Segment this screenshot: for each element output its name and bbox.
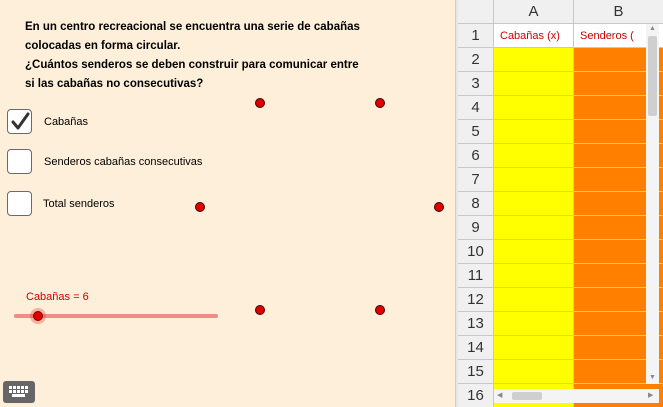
cell-a2[interactable] (494, 48, 574, 72)
row-header-8[interactable]: 8 (458, 192, 494, 216)
checkbox-total-senderos[interactable] (7, 191, 32, 216)
row-header-10[interactable]: 10 (458, 240, 494, 264)
problem-statement (25, 18, 425, 94)
scroll-down-arrow-icon[interactable]: ▼ (649, 374, 656, 381)
cell-a5[interactable] (494, 120, 574, 144)
column-header-b[interactable]: B (574, 0, 663, 24)
cabana-point-1[interactable] (255, 98, 265, 108)
checkbox-senderos-consecutivos-label: Senderos cabañas consecutivas (44, 156, 203, 168)
row-header-9[interactable]: 9 (458, 216, 494, 240)
cell-a7[interactable] (494, 168, 574, 192)
row-header-16[interactable]: 16 (458, 384, 494, 407)
check-icon (10, 112, 30, 132)
vertical-scrollbar[interactable] (646, 24, 659, 384)
row-header-13[interactable]: 13 (458, 312, 494, 336)
cell-a9[interactable] (494, 216, 574, 240)
slider-knob[interactable] (30, 308, 46, 324)
cell-a4[interactable] (494, 96, 574, 120)
scroll-up-arrow-icon[interactable]: ▲ (649, 25, 656, 32)
slider-label: Cabañas = 6 (26, 291, 89, 303)
vertical-scroll-thumb[interactable] (648, 36, 657, 116)
cell-a14[interactable] (494, 336, 574, 360)
cabana-point-4[interactable] (375, 305, 385, 315)
scroll-left-arrow-icon[interactable]: ◀ (497, 392, 503, 399)
row-header-15[interactable]: 15 (458, 360, 494, 384)
question-line-2: colocadas en forma circular. (25, 40, 181, 52)
cell-a10[interactable] (494, 240, 574, 264)
horizontal-scrollbar[interactable] (494, 389, 659, 403)
checkbox-cabanas-label: Cabañas (44, 116, 89, 128)
keyboard-button[interactable] (3, 381, 35, 403)
cell-a13[interactable] (494, 312, 574, 336)
question-line-4: si las cabañas no consecutivas? (25, 78, 204, 90)
cell-a12[interactable] (494, 288, 574, 312)
row-header-2[interactable]: 2 (458, 48, 494, 72)
row-header-12[interactable]: 12 (458, 288, 494, 312)
row-header-11[interactable]: 11 (458, 264, 494, 288)
row-header-7[interactable]: 7 (458, 168, 494, 192)
cell-a8[interactable] (494, 192, 574, 216)
checkbox-cabanas[interactable] (7, 109, 32, 134)
scroll-right-arrow-icon[interactable]: ▶ (648, 392, 654, 399)
row-header-4[interactable]: 4 (458, 96, 494, 120)
row-header-1[interactable]: 1 (458, 24, 494, 48)
horizontal-scroll-thumb[interactable] (512, 392, 542, 400)
column-header-a[interactable]: A (494, 0, 574, 24)
cell-a11[interactable] (494, 264, 574, 288)
row-header-3[interactable]: 3 (458, 72, 494, 96)
cabana-point-2[interactable] (375, 98, 385, 108)
row-header-5[interactable]: 5 (458, 120, 494, 144)
row-header-14[interactable]: 14 (458, 336, 494, 360)
question-line-1: En un centro recreacional se encuentra una serie de cabañas (25, 21, 360, 33)
question-line-3: ¿Cuántos senderos se deben construir para comunicar entre (25, 59, 359, 71)
cabana-point-6[interactable] (195, 202, 205, 212)
cell-a6[interactable] (494, 144, 574, 168)
checkbox-senderos-consecutivos[interactable] (7, 149, 32, 174)
cabana-point-5[interactable] (255, 305, 265, 315)
keyboard-icon (9, 386, 29, 398)
spreadsheet-view[interactable] (458, 0, 663, 407)
cell-a15[interactable] (494, 360, 574, 384)
cell-a1[interactable]: Cabañas (x) (494, 24, 574, 48)
cabana-point-3[interactable] (434, 202, 444, 212)
row-header-6[interactable]: 6 (458, 144, 494, 168)
checkbox-total-senderos-label: Total senderos (43, 198, 115, 210)
sheet-corner[interactable] (458, 0, 494, 24)
cell-b1[interactable]: Senderos ( (574, 24, 663, 48)
cell-a3[interactable] (494, 72, 574, 96)
